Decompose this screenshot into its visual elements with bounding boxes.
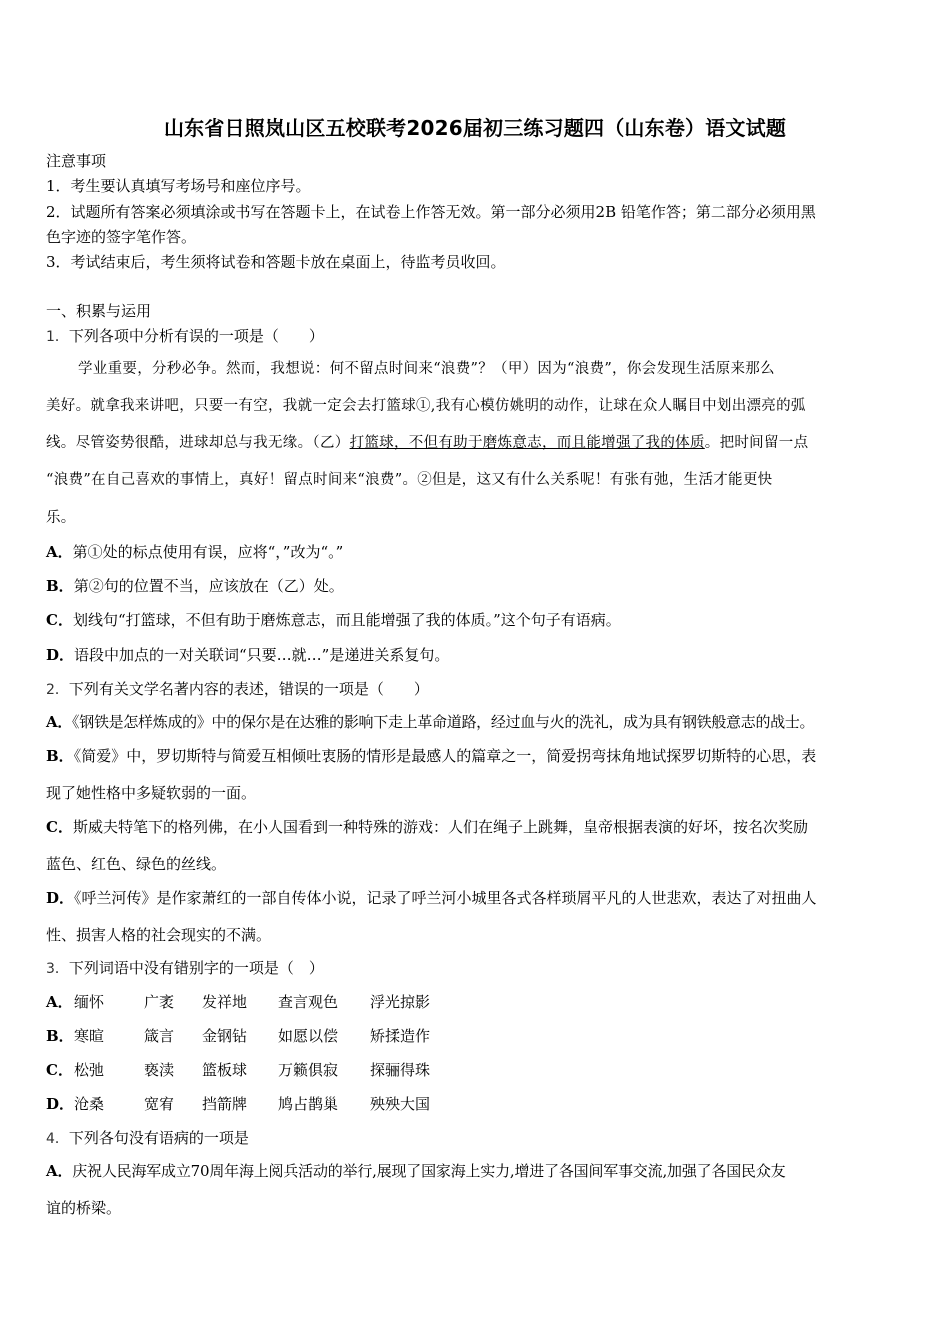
notice-item-1: 1．考生要认真填写考场号和座位序号。 [46,177,311,195]
question-2-option-b-cont: 现了她性格中多疑软弱的一面。 [46,784,257,802]
option-label: D． [46,889,75,907]
word: 宽宥 [144,1095,175,1113]
option-text: 《呼兰河传》是作家萧红的一部自传体小说，记录了呼兰河小城里各式各样琐屑平凡的人世悲欢，表达了对扭曲人 [74,889,817,907]
question-number: 1． [46,329,69,345]
word: 箴言 [144,1027,175,1045]
word: 发祥地 [202,993,248,1011]
question-4-option-a [46,1161,785,1181]
question-1-option-a [46,542,343,562]
passage-text: 线。尽管姿势很酷，进球却总与我无缘。（乙） [46,435,350,451]
question-3-option-d [46,1093,460,1114]
question-2-option-c-cont: 蓝色、红色、绿色的丝线。 [46,855,227,873]
passage-text: 。把时间留一点 [704,435,809,451]
question-1-option-c [46,610,621,630]
word: 查言观色 [278,993,339,1011]
word: 鸠占鹊巢 [278,1095,339,1113]
option-label: C． [46,1061,73,1079]
word: 挡箭牌 [202,1095,248,1113]
word: 浮光掠影 [370,993,431,1011]
word: 亵渎 [144,1061,175,1079]
word: 探骊得珠 [370,1061,431,1079]
word: 殃殃大国 [370,1095,431,1113]
question-3-option-a [46,991,460,1012]
option-label: C． [46,818,73,836]
option-text: 《简爱》中，罗切斯特与简爱互相倾吐衷肠的情形是最感人的篇章之一，简爱拐弯抹角地试探罗切斯特的心思，表 [73,747,817,765]
question-3-stem [46,958,324,979]
passage-line-1: 学业重要，分秒必争。然而，我想说：何不留点时间来“浪费”？（甲）因为“浪费”，你会发现生活原来那么 [78,361,775,377]
option-label: A． [46,713,73,731]
passage-line-3 [46,433,808,453]
question-3-option-c [46,1059,460,1080]
option-text: 《钢铁是怎样炼成的》中的保尔是在达雅的影响下走上革命道路，经过血与火的洗礼，成为具有钢铁般意志的战士。 [72,713,815,731]
underlined-sentence: 打篮球，不但有助于磨炼意志，而且能增强了我的体质 [349,435,705,451]
option-label: B． [46,747,74,765]
page-title: 山东省日照岚山区五校联考2026届初三练习题四（山东卷）语文试题 [163,116,787,140]
word: 广袤 [144,993,175,1011]
question-2-option-b [46,746,816,766]
option-text: 划线句“打篮球，不但有助于磨炼意志，而且能增强了我的体质。”这个句子有语病。 [72,611,621,629]
question-number: 3． [46,961,69,977]
question-text: 下列各句没有语病的一项是 [68,1129,249,1147]
option-label: A． [46,543,73,561]
question-text: 下列有关文学名著内容的表述，错误的一项是（ ） [68,680,429,698]
option-text: 第②句的位置不当，应该放在（乙）处。 [73,577,344,595]
option-label: B． [46,1027,74,1045]
question-number: 2． [46,682,69,698]
question-2-option-a [46,712,814,732]
word: 沧桑 [74,1095,105,1113]
option-label: C． [46,611,73,629]
question-2-option-d [46,888,817,908]
question-2-stem [46,679,429,700]
notice-item-3: 3．考试结束后，考生须将试卷和答题卡放在桌面上，待监考员收回。 [46,253,506,271]
option-text: 语段中加点的一对关联词“只要…就…”是递进关系复句。 [74,646,450,664]
question-1-option-d [46,645,449,665]
passage-line-2: 美好。就拿我来讲吧，只要一有空，我就一定会去打篮球①,我有心模仿姚明的动作，让球在众人瞩目中划出漂亮的弧 [46,398,806,414]
word: 万籁俱寂 [278,1061,339,1079]
question-3-option-b [46,1025,460,1046]
option-text: 第①处的标点使用有误，应将“，”改为“。” [72,543,344,561]
option-label: A． [46,1162,73,1180]
notice-item-2-line-2: 色字迹的签字笔作答。 [46,228,197,246]
question-4-stem [46,1128,249,1149]
section-heading: 一、积累与运用 [46,302,152,320]
word: 如愿以偿 [278,1027,339,1045]
word: 缅怀 [74,993,105,1011]
word: 篮板球 [202,1061,248,1079]
option-label: B． [46,577,74,595]
question-number: 4． [46,1131,69,1147]
passage-line-5: 乐。 [46,510,76,526]
passage-line-4: “浪费”在自己喜欢的事情上，真好！留点时间来“浪费”。②但是，这又有什么关系呢！有张有弛，生活才能更快 [46,472,773,488]
option-label: D． [46,1095,75,1113]
option-text: 斯威夫特笔下的格列佛，在小人国看到一种特殊的游戏：人们在绳子上跳舞，皇帝根据表演的好坏，按名次奖励 [72,818,808,836]
question-text: 下列各项中分析有误的一项是（ ） [68,327,324,345]
word: 金钢钻 [202,1027,248,1045]
word: 矫揉造作 [370,1027,431,1045]
question-1-stem [46,326,324,347]
option-label: A． [46,993,73,1011]
word: 松弛 [74,1061,105,1079]
notice-item-2-line-1: 2．试题所有答案必须填涂或书写在答题卡上，在试卷上作答无效。第一部分必须用2B 铅笔作答；第二部分必须用黑 [46,203,816,221]
word: 寒暄 [74,1027,105,1045]
question-text: 下列词语中没有错别字的一项是（ ） [68,959,324,977]
question-4-option-a-cont: 谊的桥梁。 [46,1199,122,1217]
question-2-option-d-cont: 性、损害人格的社会现实的不满。 [46,926,272,944]
notice-heading: 注意事项 [46,152,107,170]
option-label: D． [46,646,75,664]
question-1-option-b [46,576,344,596]
option-text: 庆祝人民海军成立70周年海上阅兵活动的举行,展现了国家海上实力,增进了各国间军事交流,加强了各国民众友 [72,1162,786,1180]
question-2-option-c [46,817,808,837]
